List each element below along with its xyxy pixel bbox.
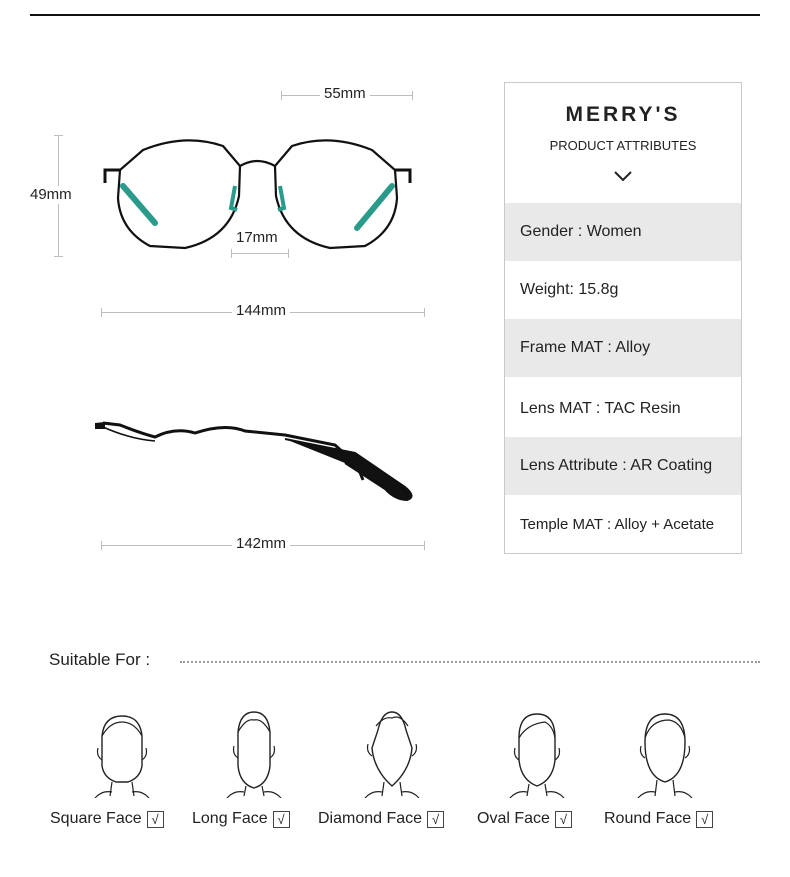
face-label-oval: Oval Face (477, 810, 550, 827)
face-square (50, 810, 164, 828)
glasses-side-view (95, 405, 420, 505)
dotted-divider (180, 661, 760, 663)
top-divider (30, 14, 760, 16)
attr-lens-mat: Lens MAT : TAC Resin (520, 400, 681, 417)
lens-width-tick-left (281, 91, 282, 100)
right-lens-frame (275, 140, 397, 248)
attr-row-frame-mat (505, 319, 741, 377)
face-label-square: Square Face (50, 810, 142, 827)
bridge-tick-left (231, 249, 232, 258)
face-oval (477, 810, 572, 828)
frame-width-tick-right (424, 308, 425, 317)
attr-gender: Gender : Women (520, 223, 642, 240)
lens-width-label: 55mm (320, 85, 370, 103)
attr-row-temple-mat (505, 495, 741, 553)
suitable-for-heading: Suitable For : (49, 650, 151, 669)
chevron-down-icon (612, 169, 634, 183)
brand-logo: MERRY'S (565, 103, 681, 126)
temple-length-tick-left (101, 541, 102, 550)
check-oval: √ (555, 811, 572, 828)
left-hinge (105, 170, 120, 183)
lens-height-tick-top (54, 135, 63, 136)
attr-row-weight (505, 261, 741, 319)
lens-width-tick-right (412, 91, 413, 100)
attr-frame-mat: Frame MAT : Alloy (520, 339, 651, 356)
temple-length-label: 142mm (232, 535, 290, 553)
face-label-long: Long Face (192, 810, 268, 827)
face-label-round: Round Face (604, 810, 692, 827)
product-attributes-panel (504, 82, 742, 554)
attributes-title: PRODUCT ATTRIBUTES (549, 138, 697, 153)
round-face-icon (633, 708, 697, 798)
oval-face-icon (505, 708, 569, 798)
bridge-line (231, 253, 289, 254)
temple-length-tick-right (424, 541, 425, 550)
left-lens-frame (118, 140, 240, 248)
face-diamond (318, 810, 444, 828)
face-long (192, 810, 290, 828)
frame-width-label: 144mm (232, 302, 290, 320)
lens-height-tick-bottom (54, 256, 63, 257)
square-face-icon (90, 708, 154, 798)
face-label-diamond: Diamond Face (318, 810, 423, 827)
lens-height-label: 49mm (26, 186, 76, 204)
right-hinge (395, 170, 410, 183)
attr-lens-attribute: Lens Attribute : AR Coating (520, 457, 713, 474)
attr-weight: Weight: 15.8g (520, 281, 619, 298)
left-temple-tip (123, 186, 155, 223)
frame-width-tick-left (101, 308, 102, 317)
check-long: √ (273, 811, 290, 828)
diamond-face-icon (360, 708, 424, 798)
temple-tip (285, 439, 412, 500)
check-round: √ (696, 811, 713, 828)
front-hinge (95, 422, 105, 429)
attr-row-lens-mat (505, 380, 741, 438)
check-diamond: √ (427, 811, 444, 828)
face-round (604, 810, 713, 828)
attr-row-gender (505, 203, 741, 261)
bridge (240, 161, 275, 166)
long-face-icon (222, 708, 286, 798)
attr-row-lens-attribute (505, 437, 741, 495)
attr-temple-mat: Temple MAT : Alloy + Acetate (520, 515, 715, 533)
check-square: √ (147, 811, 164, 828)
bridge-label: 17mm (232, 229, 282, 247)
right-temple-tip (357, 186, 392, 228)
bridge-tick-right (288, 249, 289, 258)
